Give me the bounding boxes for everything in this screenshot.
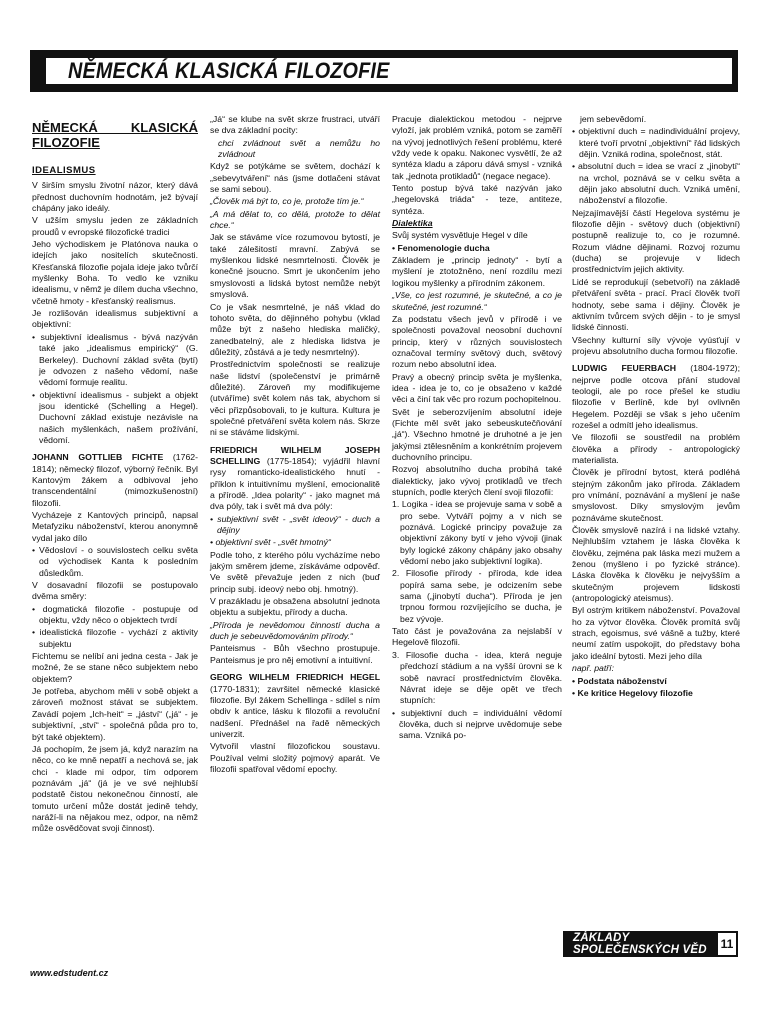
paragraph: např. patří: — [572, 663, 615, 674]
paragraph: V prazákladu je obsažena absolutní jednota objektu a subjektu, přírody a ducha. — [210, 596, 380, 618]
author-name-fichte: JOHANN GOTTLIEB FICHTE — [32, 452, 164, 463]
paragraph: Za podstatu všech jevů v přírodě i ve společnosti považoval neosobní duchovní princip, který v různých souvislostech označoval termíny světový duch, světový rozum nebo absolutní idea. — [392, 313, 562, 370]
footer-section-label: ZÁKLADY SPOLEČENSKÝCH VĚD — [573, 932, 707, 956]
author-text: (1770-1831); završitel německé klasické filozofie. Byl žákem Schellinga - sdílel s ním obdiv k antice, lásku k filozofii a revoluční nadšení. Přednášel na řadě německých univerzit. — [210, 683, 380, 739]
paragraph: Panteismus - Bůh všechno prostupuje. Panteismus je pro něj emotivní a intuitivní. — [210, 643, 380, 665]
paragraph: Tato část je považována za nejslabší v Hegelově filozofii. — [392, 626, 562, 648]
quote-line: „Vše, co jest rozumné, je skutečné, a co je skutečné, jest rozumné.“ — [392, 290, 562, 312]
paragraph: Byl ostrým kritikem náboženství. Považoval ho za výtvor člověka. Člověk promítá svůj strach, egoismus, své vášně a tužby, které neumí zatím uspokojit, do představy boha jako ideální bytosti. Mezi jeho díla — [572, 605, 740, 661]
paragraph: Podle toho, z kterého pólu vycházíme nebo jakým směrem jdeme, získáváme odpověď. Ve světě převažuje jeden z nich (buď princip subj. ideový nebo obj. hmotný). — [210, 549, 380, 594]
paragraph: Nejzajímavější částí Hegelova systému je filozofie dějin - světový duch (objektivní) postupně realizuje to, co je rozumné. Rozum vládne dějinami. Rozvoj rozumu (ducha) se projevuje v lidech prostřednictvím jejich aktivity. — [572, 207, 740, 275]
paragraph: V širším smyslu životní názor, který dává přednost duchovním hodnotám, jež bývají chápány jako ideály. — [32, 180, 198, 214]
author-name-schelling: FRIEDRICH WILHELM JOSEPH SCHELLING — [210, 444, 380, 466]
paragraph: Ve filozofii se soustředil na problém člověka a přírody - antropologický materialista. — [572, 432, 740, 465]
paragraph: Člověk smyslově nazírá i na lidské vztahy. Nejhlubším vztahem je láska člověka k člověku, zejména pak láska mezi mužem a ženou (myšleno i po fyzické stránce). Láska člověka k člověku je nejvyšším a skutečným projevem lidskosti (antropologický ateismus). — [572, 525, 740, 604]
paragraph: Pracuje dialektickou metodou - nejprve vyloží, jak problém vzniká, potom se zaměří na vývoj jednotlivých řešení problému, které vždy vede k opaku. Nakonec vysvětlí, že až syntéza kladu a záporu dává smysl - vzniká tak „jednota protikladů“ (negace negace). — [392, 114, 562, 181]
paragraph: Je potřeba, abychom měli v sobě objekt a zároveň možnost stávat se subjektem. Zavádí pojem „Ich-heit“ = „jáství“ („já“ - je subjektivní, „ství“ - společná půda pro to, být také objektem). — [32, 686, 198, 742]
numbered-item: 1. Logika - idea se projevuje sama v sobě a pro sebe. Vytváří pojmy a v nich se poznává. Logické principy považuje za objektivní zákony bytí v jeho vývoji (jinak byly logické zákony chápány jako obsahy vědomí nebo jako subjektivní logika). — [392, 499, 562, 567]
bullet-item: • absolutní duch = idea se vrací z „jinobytí“ na vrchol, poznává se v celku světa a dějin jako absolutní duch. Vzniká umění, náboženství a filozofie. — [572, 161, 740, 206]
bullet-item: • Podstata náboženství — [572, 675, 667, 686]
bullet-item: • dogmatická filozofie - postupuje od objektu, vždy něco o objektech tvrdí — [32, 603, 198, 626]
paragraph: Člověk je přírodní bytost, která podléhá stejným zákonům jako příroda. Základem pro vnímání, poznávání a myšlení je naše smyslovost. Díky smyslovým jevům poznáváme skutečnost. — [572, 467, 740, 523]
bullet-item: • Ke kritice Hegelovy filozofie — [572, 687, 693, 698]
author-paragraph-fichte — [32, 452, 198, 509]
banner-title: NĚMECKÁ KLASICKÁ FILOZOFIE — [68, 58, 390, 83]
paragraph: Svůj systém vysvětluje Hegel v díle — [392, 230, 528, 241]
bullet-item: • Fenomenologie ducha — [392, 242, 490, 253]
column-4 — [572, 114, 740, 700]
paragraph: Vytvořil vlastní filozofickou soustavu. Používal velmi složitý pojmový aparát. Ve filozofii spatřoval vědomí epochy. — [210, 741, 380, 774]
subheading-dialektika: Dialektika — [392, 218, 433, 229]
column-3 — [392, 114, 562, 743]
paragraph: Prostřednictvím společnosti se realizuje naše lidství (společenství je primárně důležité). Zároveň my modifikujeme (utváříme) svět kolem nás tak, abychom si věci přizpůsobovali, to je kultura. Kultura je společné přetváření světa kolem nás. Skrze ni se stáváme lidskými. — [210, 359, 380, 438]
bullet-item: • objektivní duch = nadindividuální projevy, které tvoří prvotní „objektivní“ řád lidských dějin. Vzniká rodina, společnost, stát. — [572, 126, 740, 160]
bullet-item: • Vědosloví - o souvislostech celku světa od východisek Kanta k posledním důsledkům. — [32, 545, 198, 578]
author-text: (1762-1814); německý filozof, výborný řečník. Byl Kantovým žákem a odbivoval jeho transcendentální (mimozkušenostní) filozofii. — [32, 452, 198, 508]
quote-line: „A má dělat to, co dělá, protože to dělat chce.“ — [210, 208, 380, 231]
paragraph: Jak se stáváme více rozumovou bytostí, je také zálešitostí mravní. Zabývá se myšlenkou lidské nesmrtelnosti. Člověk je konečné jsoucno. Smrt je ukončením jeho smyslovosti a lidská bytost nemůže nebýt smyslová. — [210, 232, 380, 300]
author-text: (1804-1972); nejprve podle otcova přání studoval teologii, ale po roce přešel ke studiu filozofie v Berlíně, kde byl ovlivněn Hegelem. Později se však s jeho učením rozešel a odmítl jeho idealismus. — [572, 363, 740, 430]
author-paragraph-feuerbach — [572, 363, 740, 431]
title-banner-inner — [46, 58, 732, 84]
paragraph: Základem je „princip jednoty“ - bytí a myšlení je ztotožněno, není rozdílu mezi logikou myšlenky a přírodním zákonem. — [392, 255, 562, 288]
numbered-item: 2. Filosofie přírody - příroda, kde idea popírá sama sebe, je odcizením sebe sama („jinobytí ducha“). Příroda je jen trpnou formou rozvíjejícího se ducha, je bez vývoje. — [392, 568, 562, 624]
paragraph: Tento postup bývá také nazýván jako „hegelovská triáda“ - teze, antiteze, syntéza. — [392, 183, 562, 216]
paragraph: V dosavadní filozofii se postupovalo dvěma směry: — [32, 580, 198, 602]
column-2 — [210, 114, 380, 776]
author-name-hegel: GEORG WILHELM FRIEDRICH HEGEL — [210, 672, 380, 683]
paragraph: Já pochopím, že jsem já, když narazím na něco, co ke mně nepatří a nechová se, jak chci - klade mi odpor, tím odporem poznávám „já“ (já je ve své nejhlubší podstatě čistou nekonečnou činností, ale tomuto určení může dostát jedině tehdy, naráží-li na nějakou mez, odpor, na němž může osvědčovat svoji činnost). — [32, 743, 198, 834]
author-paragraph-schelling — [210, 445, 380, 513]
paragraph: Co je však nesmrtelné, je náš vklad do tohoto světa, do dějinného pohybu (vklad může být z našeho hlediska maličký, zanedbatelný, ale z hlediska lidstva je důležitý, zůstává a je tedy nesmrtelný). — [210, 301, 380, 357]
page-number: 11 — [716, 931, 738, 957]
bullet-item: • idealistická filozofie - vychází z aktivity subjektu — [32, 627, 198, 649]
paragraph: Je rozlišován idealismus subjektivní a objektivní: — [32, 308, 198, 330]
paragraph: Když se potýkáme se světem, dochází k „sebevytváření“ nás (jsme dotlačeni stávat se sami sebou). — [210, 161, 380, 195]
column-1 — [32, 114, 198, 836]
paragraph: Svět je seberozvíjením absolutní ideje (Fichte měl svět jako sebeuskutečňování „já“). Všechno hmotné je druhotné a je jen jakýmsi ztělesněním a konkrétním projevem duchovního principu. — [392, 406, 562, 462]
author-text: (1775-1854); vyjádřil hlavní rysy romanticko-idealistického hnutí - příklon k intuitivnímu myšlení, emocionalitě a přírodě. „Idea polarity“ - jako magnet má dva póly, tak i svět má dva póly: — [210, 455, 380, 512]
paragraph: Všechny kulturní síly vývoje vyúsťují v projevu absolutního ducha formou filozofie. — [572, 334, 740, 356]
bullet-item: • subjektivní svět - „svět ideový“ - duch a dějiny — [210, 513, 380, 536]
footer-section-box — [563, 931, 738, 957]
author-name-feuerbach: LUDWIG FEUERBACH — [572, 363, 676, 374]
bullet-item: • objektivní idealismus - subjekt a objekt jsou identické (Schelling a Hegel). Duchovní základ existuje nezávisle na našich myšlenkách, našem prožívání, vědomí. — [32, 389, 198, 445]
bullet-item: • subjektivní idealismus - bývá nazýván také jako „idealismus empirický“ (G. Berkeley). Duchovní základ světa (bytí) je odvozen z našeho vědomí, naše vědomí formuje realitu. — [32, 331, 198, 388]
article-title: NĚMECKÁ KLASICKÁ FILOZOFIE — [32, 120, 198, 150]
numbered-item: 3. Filosofie ducha - idea, která neguje předchozí stádium a na vyšší úrovni se k sobě navrací prostřednictvím člověka. Návrat ideje se děje opět ve třech stupních: — [392, 649, 562, 706]
quote-line: „Příroda je nevědomou činností ducha a duch je sebeuvědomováním přírody.“ — [210, 619, 380, 642]
subheading-idealismus: IDEALISMUS — [32, 165, 96, 176]
paragraph: Jeho východiskem je Platónova nauka o idejích jako nositelích skutečnosti. Křesťanská filozofie pojala ideje jako tvůrčí myšlenky Boha. To vedlo ke vzniku idealismu, v němž je dílem ducha všechno, včetně hmoty - křesťanský realismus. — [32, 239, 198, 306]
paragraph: Lidé se reprodukují (sebetvoří) na základě přetváření světa - prací. Prací člověk tvoří hodnoty, sebe sama i dějiny. Člověk je aktivním tvůrcem svých dějin - to je smysl lidské činnosti. — [572, 276, 740, 333]
paragraph: V užším smyslu jeden ze základních proudů v evropské filozofické tradici — [32, 215, 198, 237]
author-paragraph-hegel — [210, 672, 380, 740]
paragraph: Pravý a obecný princip světa je myšlenka, idea - idea je to, co je obsaženo v každé věci a činí tak věc pro rozum pochopitelnou. — [392, 371, 562, 405]
paragraph: Rozvoj absolutního ducha probíhá také dialekticky, jako vývoj protikladů ve třech stupních, podle kterých člení svoji filozofii: — [392, 464, 562, 497]
title-banner — [30, 50, 738, 92]
bullet-item: • objektivní svět - „svět hmotný“ — [210, 537, 331, 548]
quote-line: „Člověk má být to, co je, protože tím je.“ — [210, 196, 364, 207]
website-url: www.edstudent.cz — [30, 968, 109, 978]
article-columns — [32, 114, 740, 956]
paragraph: Fichtemu se nelíbí ani jedna cesta - Jak je možné, že se stane něco subjektem nebo objektem? — [32, 651, 198, 684]
paragraph: Vycházeje z Kantových principů, napsal Metafyziku náboženství, kterou anonymně vydal jako dílo — [32, 509, 198, 543]
quote-line: chci zvládnout svět a nemůžu ho zvládnout — [218, 137, 380, 160]
paragraph: jem sebevědomí. — [580, 114, 647, 124]
paragraph: „Já“ se klube na svět skrze frustraci, utváří se dva základní pocity: — [210, 114, 380, 136]
bullet-item: • subjektivní duch = individuální vědomí člověka, duch si nejprve uvědomuje sebe sama. Vzniká po- — [392, 707, 562, 741]
